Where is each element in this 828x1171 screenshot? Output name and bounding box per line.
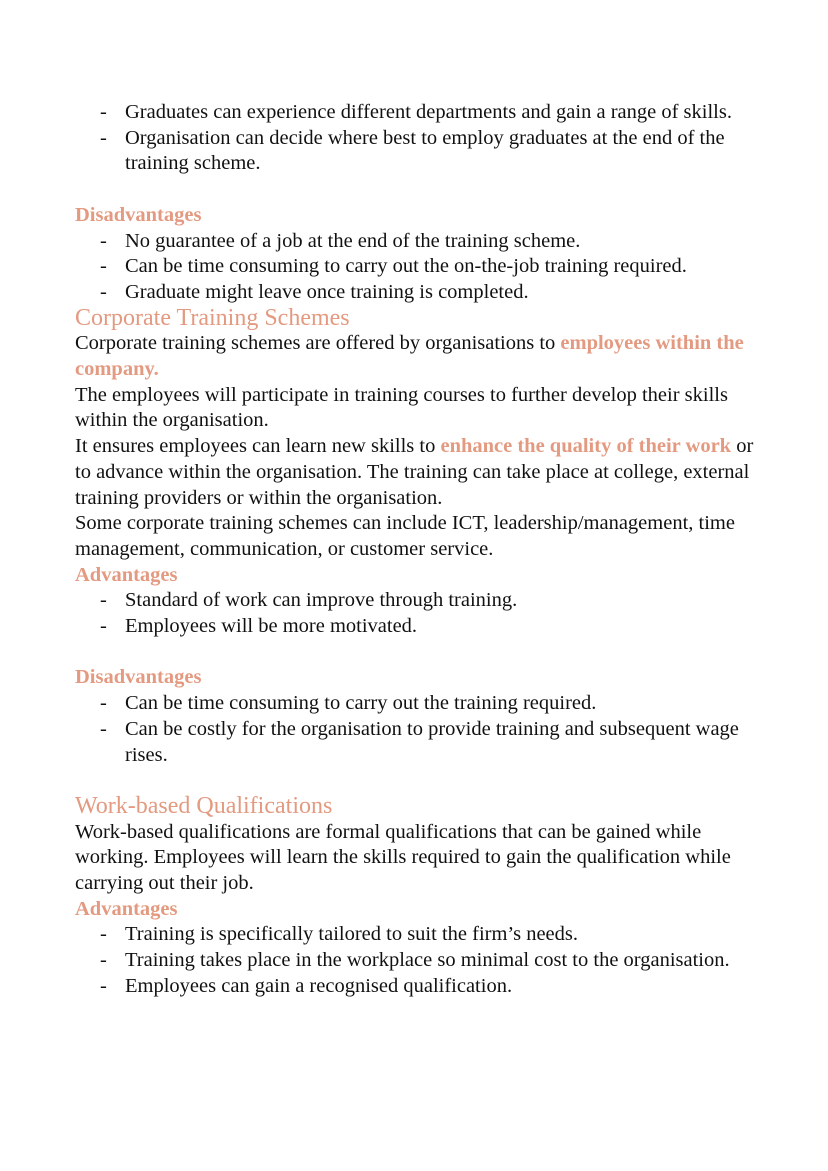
list-item: - Training takes place in the workplace so minimal cost to the organisation.: [75, 948, 755, 974]
corporate-paragraph-1: Corporate training schemes are offered by organisations to employees within the company.: [75, 332, 744, 381]
graduate-disadvantages-title: Disadvantages: [75, 203, 202, 226]
list-item: - Organisation can decide where best to employ graduates at the end of the training scheme.: [75, 126, 755, 177]
corporate-paragraph-2: The employees will participate in training courses to further develop their skills within the organisation.: [75, 383, 728, 432]
work-based-advantages-title: Advantages: [75, 897, 178, 920]
corporate-heading: Corporate Training Schemes: [75, 304, 350, 331]
intro-list: [75, 100, 755, 177]
list-item: - Can be costly for the organisation to provide training and subsequent wage rises.: [75, 717, 755, 768]
document-content: [75, 100, 755, 1000]
list-item: - Employees will be more motivated.: [75, 614, 755, 640]
list-item: - Standard of work can improve through training.: [75, 588, 755, 614]
corporate-advantages-title: Advantages: [75, 563, 178, 586]
work-based-heading: Work-based Qualifications: [75, 792, 333, 819]
corporate-paragraph-4: Some corporate training schemes can include ICT, leadership/management, time management, communication, or customer service.: [75, 512, 735, 560]
corporate-disadvantages-title: Disadvantages: [75, 666, 202, 689]
list-item: - Can be time consuming to carry out the on-the-job training required.: [75, 254, 755, 280]
graduate-disadvantages-list: [75, 229, 755, 306]
corporate-advantages-list: [75, 588, 755, 639]
list-item: - Training is specifically tailored to suit the firm’s needs.: [75, 922, 755, 948]
list-item: - No guarantee of a job at the end of the training scheme.: [75, 229, 755, 255]
work-based-paragraph: Work-based qualifications are formal qualifications that can be gained while working. Employees will learn the skills required to gain the qualification while carrying out their job.: [75, 820, 731, 895]
highlight-text: enhance the quality of their work: [440, 435, 732, 458]
list-item: - Employees can gain a recognised qualification.: [75, 974, 755, 1000]
corporate-paragraph-3: It ensures employees can learn new skills to enhance the quality of their work or to advance within the organisation. The training can take place at college, external training providers or within the organisation.: [75, 435, 754, 509]
list-item: - Graduate might leave once training is completed.: [75, 280, 755, 306]
list-item: - Can be time consuming to carry out the training required.: [75, 691, 755, 717]
highlight-text: employees within the company.: [75, 332, 744, 381]
work-based-advantages-list: [75, 922, 755, 999]
list-item: - Graduates can experience different departments and gain a range of skills.: [75, 100, 755, 126]
corporate-disadvantages-list: [75, 691, 755, 768]
